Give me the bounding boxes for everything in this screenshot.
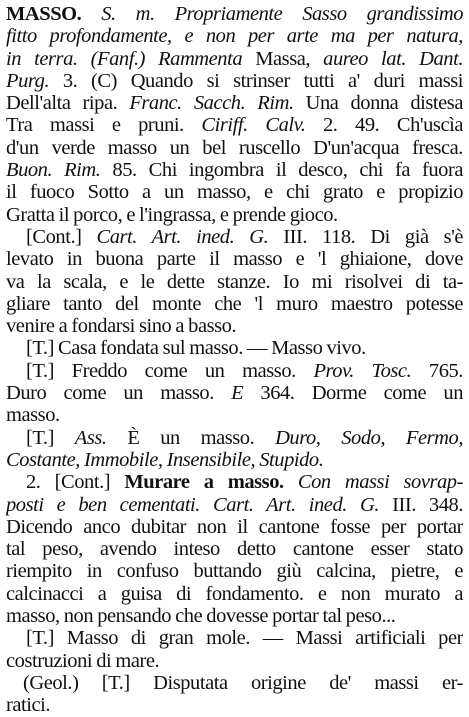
text-run: d'un verde masso un bel ruscello D'un'acqua fresca.: [6, 136, 463, 159]
italic-text: S. m. Propriamente Sasso grandissimo: [101, 3, 463, 25]
text-run: Una donna distesa: [293, 92, 463, 115]
italic-text: Buon. Rim.: [6, 159, 101, 182]
text-line: [6, 137, 463, 159]
text-line: [6, 427, 463, 449]
italic-text: Cart. Art. ined. G.: [96, 225, 269, 248]
text-line: [6, 337, 463, 359]
bold-text: MASSO.: [6, 3, 82, 25]
bold-text: Murare a masso.: [124, 471, 284, 494]
text-line: [6, 70, 463, 92]
text-line: [6, 471, 463, 493]
text-run: Dicendo anco dubitar non il cantone fosse per portar: [6, 515, 463, 538]
text-line: [6, 560, 463, 582]
italic-text: Con massi sovrap-: [283, 471, 463, 494]
text-run: 364. Dorme come un: [243, 382, 463, 405]
text-line: [6, 3, 463, 25]
text-line: [6, 449, 463, 471]
text-run: [T.] Casa fondata sul masso. — Masso vivo.: [26, 337, 366, 360]
text-run: levato in buona parte il masso e 'l ghiaione, dove: [6, 248, 463, 271]
italic-text: Duro, Sodo, Fermo,: [275, 426, 463, 449]
text-line: [6, 248, 463, 270]
text-line: [6, 271, 463, 293]
text-run: Duro come un masso.: [6, 382, 232, 405]
text-run: [81, 3, 101, 25]
text-line: [6, 605, 463, 627]
text-run: [T.] Freddo come un masso.: [26, 359, 314, 382]
italic-text: Costante, Immobile, Insensibile, Stupido.: [6, 448, 324, 471]
italic-text: Prov. Tosc.: [313, 359, 412, 382]
text-run: Gratta il porco, e l'ingrassa, e prende gioco.: [6, 203, 338, 226]
text-run: masso.: [6, 404, 60, 427]
text-line: [6, 159, 463, 181]
italic-text: posti e ben cementati. Cart. Art. ined. G.: [6, 493, 380, 516]
text-run: 85. Chi ingombra il desco, chi fa fuora: [100, 159, 463, 182]
italic-text: Ciriff. Calv.: [201, 114, 306, 137]
text-line: [6, 627, 463, 649]
text-run: 2. 49. Ch'uscìa: [305, 114, 463, 137]
italic-text: Franc. Sacch. Rim.: [129, 92, 294, 115]
text-run: (Geol.) [T.] Disputata origine de' massi er-: [23, 671, 463, 694]
italic-text: fitto profondamente, e non per arte ma per natura,: [6, 25, 463, 48]
text-run: costruzioni di mare.: [6, 649, 160, 672]
text-line: [6, 114, 463, 136]
text-run: [T.] Masso di gran mole. — Massi artificiali per: [26, 627, 463, 650]
text-run: [T.]: [26, 426, 75, 449]
text-line: [6, 315, 463, 337]
text-run: masso, non pensando che dovesse portar tal peso...: [6, 605, 396, 628]
text-line: [6, 92, 463, 114]
italic-text: Ass.: [74, 426, 107, 449]
text-run: 765.: [411, 359, 463, 382]
text-line: [6, 360, 463, 382]
text-line: [6, 516, 463, 538]
text-run: Tra massi e pruni.: [6, 114, 202, 137]
text-run: ratici.: [6, 694, 51, 717]
italic-text: E: [231, 382, 244, 405]
text-run: 2. [Cont.]: [26, 471, 125, 494]
text-run: Massa,: [255, 47, 324, 70]
text-line: [6, 694, 463, 716]
text-run: gliare tanto del monte che 'l muro maestro potesse: [6, 292, 463, 315]
text-line: [6, 404, 463, 426]
text-run: tal peso, avendo inteso detto cantone esser stato: [6, 538, 463, 561]
text-run: È un masso.: [106, 426, 276, 449]
text-run: Dell'alta ripa.: [6, 92, 130, 115]
text-run: 3. (C) Quando si strinser tutti a' duri massi: [49, 69, 463, 92]
text-run: III. 348.: [379, 493, 463, 516]
text-line: [6, 382, 463, 404]
text-line: [6, 293, 463, 315]
text-run: il fuoco Sotto a un masso, e chi grato e propizio: [6, 181, 463, 204]
text-run: va la scala, e le dette stanze. Io mi risolvei di ta-: [6, 270, 463, 293]
text-line: [6, 583, 463, 605]
text-run: venire a fondarsi sino a basso.: [6, 315, 237, 338]
text-line: [6, 650, 463, 672]
italic-text: Purg.: [6, 69, 50, 92]
text-line: [6, 48, 463, 70]
text-run: calcinacci a guisa di fondamento. e non murato a: [6, 582, 463, 605]
text-line: [6, 538, 463, 560]
text-run: [Cont.]: [26, 225, 97, 248]
italic-text: in terra. (Fanf.) Rammenta: [6, 47, 256, 70]
text-line: [6, 226, 463, 248]
text-line: [6, 181, 463, 203]
text-run: III. 118. Di già s'è: [268, 225, 463, 248]
text-line: [6, 25, 463, 47]
italic-text: aureo lat. Dant.: [323, 47, 463, 70]
text-line: [6, 204, 463, 226]
text-line: [6, 672, 463, 694]
text-line: [6, 494, 463, 516]
text-run: riempito in confuso buttando giù calcina, pietre, e: [6, 560, 463, 583]
